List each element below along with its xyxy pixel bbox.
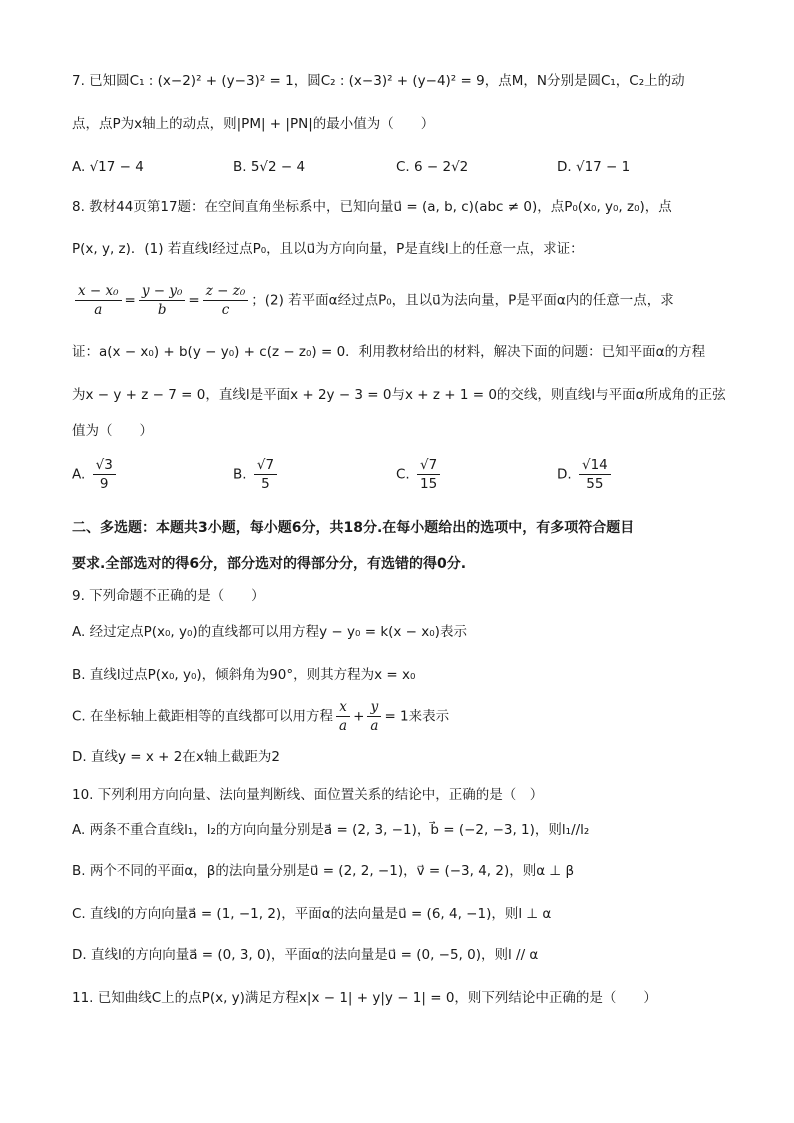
q10-stem: 10. 下列利用方向向量、法向量判断线、面位置关系的结论中，正确的是（ ）: [72, 787, 544, 803]
q8-fraction-z-den: c: [221, 302, 230, 318]
q8-option-d: [557, 456, 614, 493]
q8-line5: 为x − y + z − 7 = 0，直线l是平面x + 2y − 3 = 0与x + z + 1 = 0的交线，则直线l与平面α所成角的正弦: [72, 387, 726, 403]
q9-option-c-post: = 1来表示: [384, 708, 450, 725]
q10-option-b: B. 两个不同的平面α，β的法向量分别是u⃗ = (2, 2, −1)，v⃗ = (−3, 4, 2)，则α ⊥ β: [72, 863, 575, 879]
q11-stem: 11. 已知曲线C上的点P(x, y)满足方程x|x − 1| + y|y − 1| = 0，则下列结论中正确的是（ ）: [72, 990, 657, 1006]
q8-line3-tail: ；(2) 若平面α经过点P₀，且以u⃗为法向量，P是平面α内的任意一点，求: [251, 292, 674, 309]
q9-fraction-x-over-a: [336, 698, 350, 735]
q8-option-d-num: √14: [579, 456, 611, 475]
q9-frac1-den: a: [339, 718, 348, 734]
q9-option-a: A. 经过定点P(x₀, y₀)的直线都可以用方程y − y₀ = k(x − x₀)表示: [72, 624, 467, 640]
q8-line6: 值为（ ）: [72, 423, 153, 439]
q7-line2: 点，点P为x轴上的动点，则|PM| + |PN|的最小值为（ ）: [72, 116, 435, 132]
q9-option-b: B. 直线l过点P(x₀, y₀)，倾斜角为90°，则其方程为x = x₀: [72, 667, 416, 683]
q8-fraction-x-den: a: [94, 302, 103, 318]
q8-fraction-z-num: z − z₀: [203, 282, 249, 301]
q8-option-a-den: 9: [99, 476, 109, 492]
q9-option-c: [72, 698, 449, 735]
q8-option-b-label: B.: [233, 466, 247, 483]
q8-option-a: [72, 456, 119, 493]
q9-plus: +: [353, 708, 365, 725]
section2-line1: 二、多选题：本题共3小题，每小题6分，共18分.在每小题给出的选项中，有多项符合题目: [72, 520, 635, 536]
q8-line2: P(x, y, z)．(1) 若直线l经过点P₀，且以u⃗为方向向量，P是直线l上的任意一点，求证：: [72, 241, 584, 257]
q8-option-b-den: 5: [261, 476, 270, 492]
q8-option-c: [396, 456, 443, 493]
q8-option-a-num: √3: [93, 456, 116, 475]
q8-line1: 8. 教材44页第17题：在空间直角坐标系中，已知向量u⃗ = (a, b, c)(abc ≠ 0)，点P₀(x₀, y₀, z₀)，点: [72, 199, 672, 215]
q8-option-c-label: C.: [396, 466, 410, 483]
q8-option-c-den: 15: [420, 476, 438, 492]
q8-option-c-num: √7: [417, 456, 440, 475]
q9-frac2-den: a: [370, 718, 379, 734]
q8-option-a-label: A.: [72, 466, 86, 483]
q7-line1: 7. 已知圆C₁ : (x−2)² + (y−3)² = 1，圆C₂ : (x−3)² + (y−4)² = 9，点M，N分别是圆C₁，C₂上的动: [72, 73, 685, 89]
q9-option-d: D. 直线y = x + 2在x轴上截距为2: [72, 749, 280, 765]
section2-line2: 要求.全部选对的得6分，部分选对的得部分分，有选错的得0分.: [72, 556, 467, 572]
q8-fraction-x-num: x − x₀: [75, 282, 122, 301]
q9-option-c-pre: C. 在坐标轴上截距相等的直线都可以用方程: [72, 708, 334, 725]
q7-option-a: A. √17 − 4: [72, 159, 144, 175]
q7-option-b: B. 5√2 − 4: [233, 159, 306, 175]
q8-option-d-den: 55: [586, 476, 604, 492]
q10-option-d: D. 直线l的方向向量a⃗ = (0, 3, 0)，平面α的法向量是u⃗ = (0, −5, 0)，则l // α: [72, 947, 539, 963]
q9-stem: 9. 下列命题不正确的是（ ）: [72, 588, 265, 604]
q10-option-a: A. 两条不重合直线l₁，l₂的方向向量分别是a⃗ = (2, 3, −1)，b⃗ = (−2, −3, 1)，则l₁//l₂: [72, 822, 590, 838]
q8-option-b: [233, 456, 280, 493]
q8-option-d-label: D.: [557, 466, 572, 483]
q7-option-c: C. 6 − 2√2: [396, 159, 469, 175]
q9-fraction-y-over-a: [367, 698, 381, 735]
q8-fraction-z: [203, 282, 249, 319]
q9-frac2-num: y: [367, 698, 381, 717]
q8-line4: 证：a(x − x₀) + b(y − y₀) + c(z − z₀) = 0．利用教材给出的材料，解决下面的问题：已知平面α的方程: [72, 344, 706, 360]
q8-fraction-x: [75, 282, 122, 319]
q8-fraction-y-den: b: [157, 302, 167, 318]
q8-option-b-num: √7: [254, 456, 277, 475]
q7-option-d: D. √17 − 1: [557, 159, 631, 175]
q8-fraction-y: [139, 282, 186, 319]
q10-option-c: C. 直线l的方向向量a⃗ = (1, −1, 2)，平面α的法向量是u⃗ = (6, 4, −1)，则l ⊥ α: [72, 906, 552, 922]
q8-fraction-y-num: y − y₀: [139, 282, 186, 301]
q9-frac1-num: x: [336, 698, 350, 717]
q8-line3: $\frac{\text{x − x₀}}{a}$ = $\frac{\text{y − y₀}}{b}$ = $\frac{\text{z − z₀}}{c}$ ；(2) 若平面α经过点P₀，且以u⃗为法向量，P是平面α内的任意一点，求: [72, 282, 674, 319]
